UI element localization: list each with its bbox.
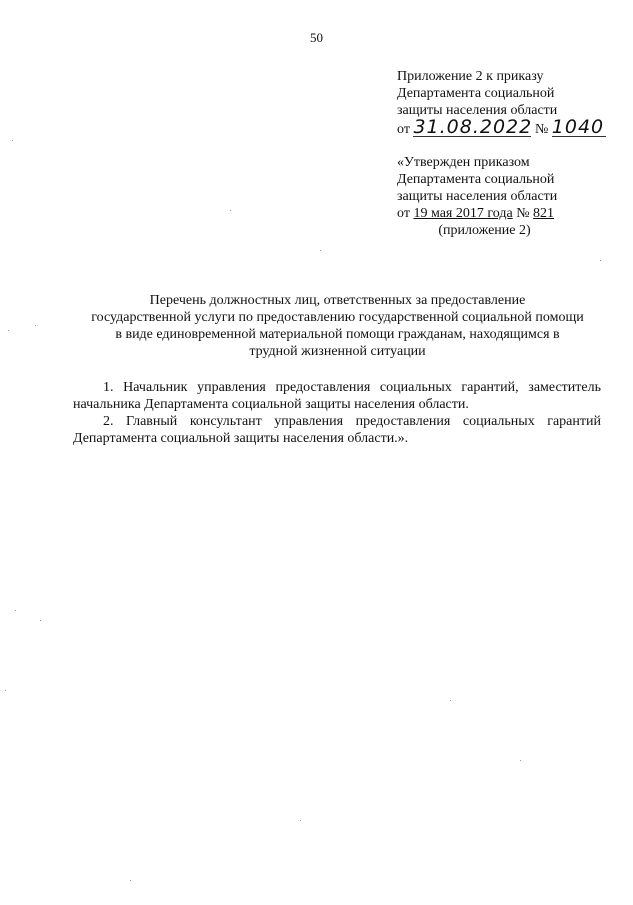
approval-from-label: от bbox=[397, 206, 410, 221]
title-line-2: государственной услуги по предоставлению государственной социальной помощи bbox=[91, 310, 584, 325]
approval-number: 821 bbox=[533, 206, 555, 221]
approval-number-label: № bbox=[516, 206, 530, 221]
appendix-line-1: Приложение 2 к приказу bbox=[397, 69, 544, 84]
approval-line-3: защиты населения области bbox=[397, 189, 558, 204]
title-line-4: трудной жизненной ситуации bbox=[249, 344, 426, 359]
title-line-3: в виде единовременной материальной помощи гражданам, находящимся в bbox=[115, 327, 560, 342]
appendix-line-2: Департамента социальной bbox=[397, 86, 555, 101]
appendix-date-line bbox=[397, 116, 622, 138]
approval-block bbox=[397, 154, 622, 239]
appendix-line-3: защиты населения области bbox=[397, 103, 558, 118]
page-number: 50 bbox=[310, 30, 323, 45]
title-line-1: Перечень должностных лиц, ответственных за предоставление bbox=[149, 293, 526, 308]
document-title bbox=[60, 292, 615, 360]
list-item: 2. Главный консультант управления предоставления социальных гарантий Департамента социальной защиты населения области.». bbox=[73, 414, 601, 446]
approval-line-2: Департамента социальной bbox=[397, 172, 555, 187]
approval-date-line bbox=[397, 205, 622, 222]
officials-list bbox=[73, 379, 601, 447]
approval-line-1: «Утвержден приказом bbox=[397, 155, 530, 170]
appendix-from-label: от bbox=[397, 122, 410, 137]
handwritten-date: 31.08.2022 bbox=[413, 116, 533, 138]
handwritten-number: 1040 bbox=[551, 116, 605, 138]
appendix-header bbox=[397, 68, 622, 138]
approval-note: (приложение 2) bbox=[438, 223, 531, 238]
list-item: 1. Начальник управления предоставления социальных гарантий, заместитель начальника Департамента социальной защиты населения области. bbox=[73, 380, 601, 412]
appendix-number-label: № bbox=[534, 122, 549, 137]
approval-date: 19 мая 2017 года bbox=[413, 206, 513, 221]
